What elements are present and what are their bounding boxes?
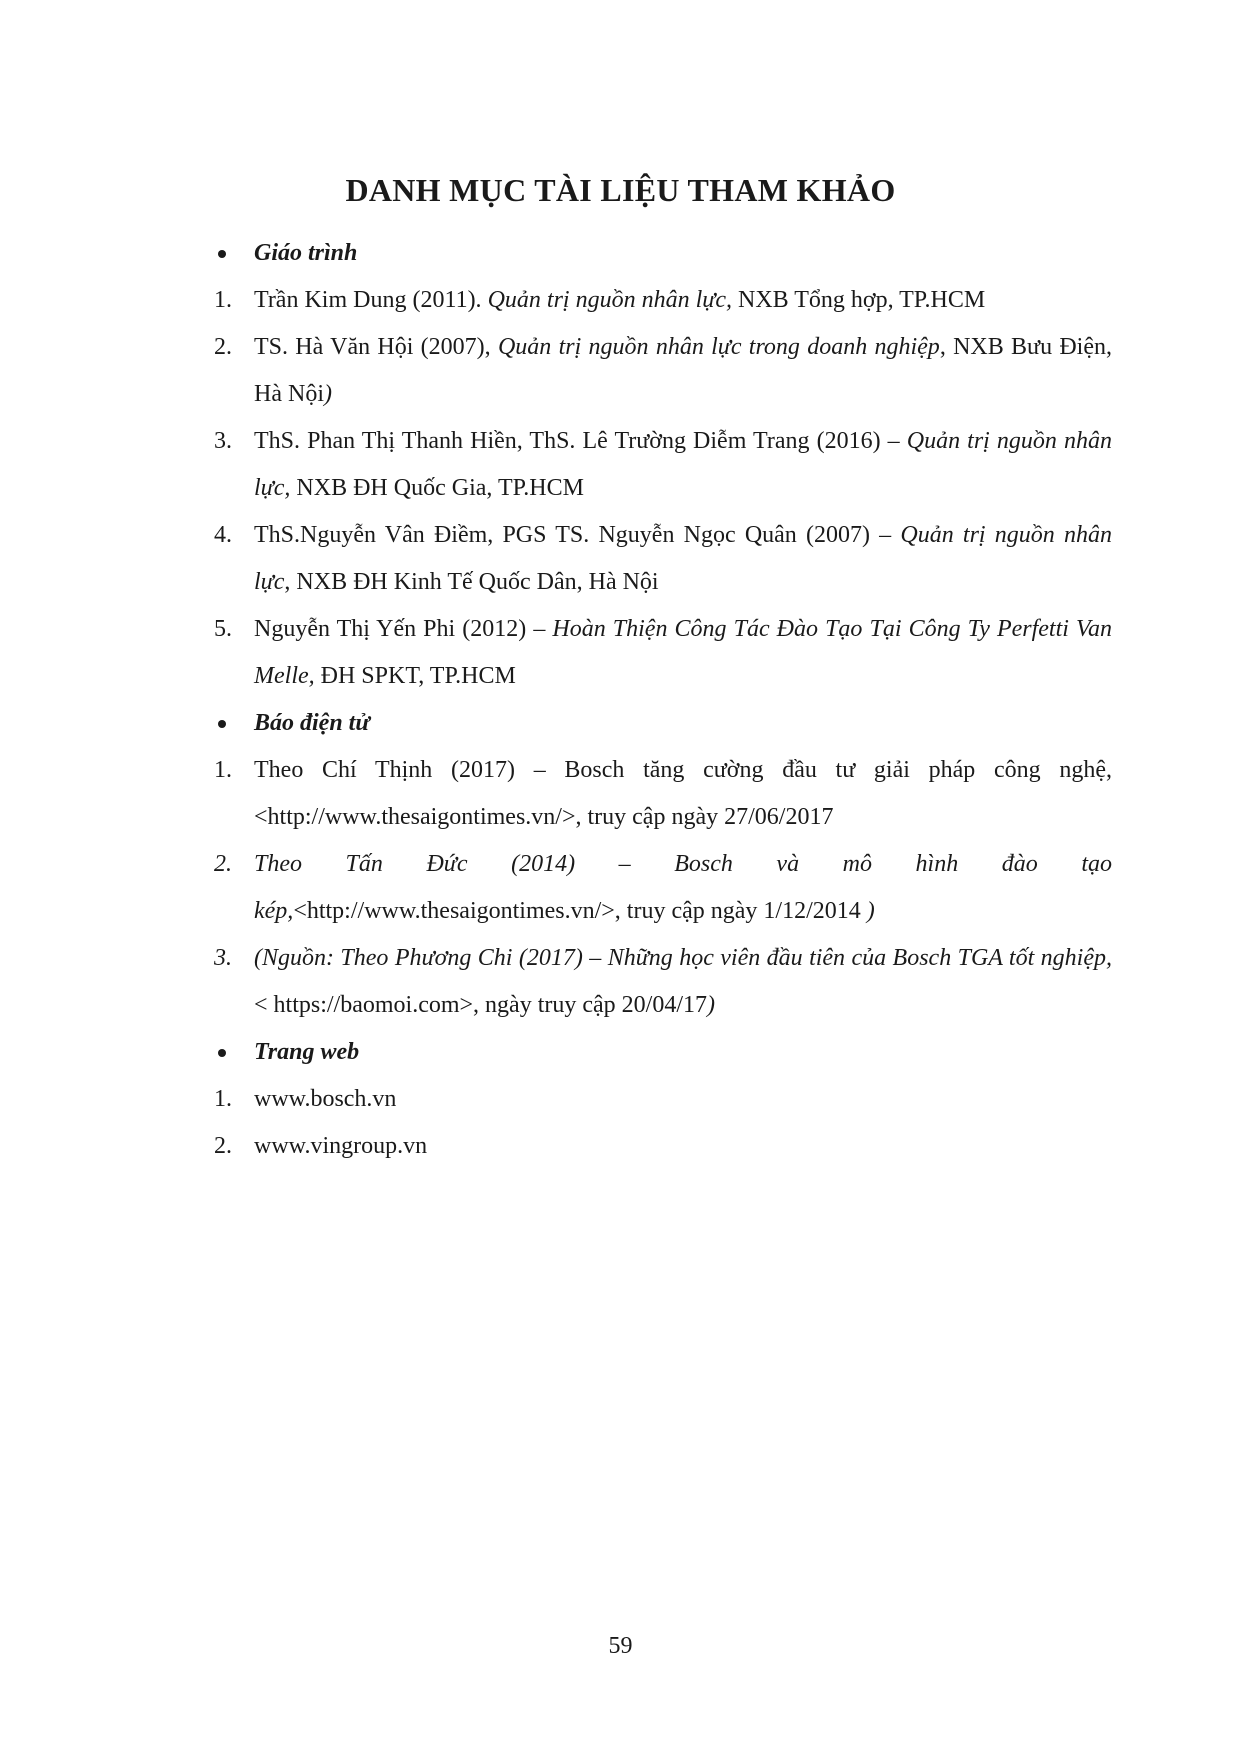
reference-source: <http://www.thesaigontimes.vn/>, truy cập ngày 1/12/2014 (293, 898, 867, 924)
reference-suffix: ) (707, 992, 716, 1018)
reference-author: ThS. Phan Thị Thanh Hiền, ThS. Lê Trường Diễm Trang (2016) – (254, 428, 907, 454)
reference-item (214, 1123, 1112, 1170)
reference-title: Hoàn Thiện Công Tác Đào Tạo Tại Công Ty Perfetti Van Melle, (254, 616, 1112, 689)
section-heading-websites (214, 1029, 1112, 1076)
reference-source: < https://baomoi.com>, ngày truy cập 20/04/17 (254, 992, 708, 1018)
reference-suffix: ) (323, 381, 332, 407)
item-number: 1. (214, 757, 232, 783)
reference-item (214, 935, 1112, 1029)
reference-item (214, 1076, 1112, 1123)
item-number: 4. (214, 522, 232, 548)
reference-author: TS. Hà Văn Hội (2007), (254, 334, 498, 360)
reference-publisher: , NXB Bưu Điện, Hà Nội (254, 334, 1113, 407)
item-number: 2. (214, 1133, 232, 1159)
reference-item (214, 324, 1112, 418)
reference-author: Nguyễn Thị Yến Phi (2012) – (254, 616, 553, 642)
reference-title-continued: kép, (254, 898, 294, 924)
reference-title: (Nguồn: Theo Phương Chi (2017) – Những học viên đầu tiên của Bosch TGA tốt nghiệp, (254, 945, 1112, 971)
website-url: www.vingroup.vn (254, 1133, 428, 1159)
section-heading-textbooks (214, 230, 1112, 277)
reference-item (214, 841, 1112, 935)
section-heading-label: Giáo trình (254, 240, 358, 266)
item-number: 3. (214, 428, 232, 454)
website-url: www.bosch.vn (254, 1086, 397, 1112)
item-number: 1. (214, 1086, 232, 1112)
reference-item (214, 606, 1112, 700)
reference-author: Trần Kim Dung (2011). (254, 287, 488, 313)
reference-item (214, 418, 1112, 512)
reference-publisher: , NXB ĐH Kinh Tế Quốc Dân, Hà Nội (284, 569, 659, 595)
reference-text: Theo Chí Thịnh (2017) – Bosch tăng cường đầu tư giải pháp công nghệ, <http://www.thesaigontimes.vn/>, truy cập ngày 27/06/2017 (254, 757, 1112, 830)
reference-title: Theo Tấn Đức (2014) – Bosch và mô hình đào tạo (254, 851, 1112, 877)
reference-list (214, 230, 1112, 1170)
item-number: 3. (214, 945, 232, 971)
reference-item (214, 512, 1112, 606)
section-heading-label: Trang web (254, 1039, 360, 1065)
reference-title: Quản trị nguồn nhân lực, (254, 428, 1112, 501)
item-number: 5. (214, 616, 232, 642)
reference-publisher: NXB Tổng hợp, TP.HCM (731, 287, 986, 313)
reference-title: Quản trị nguồn nhân lực (254, 522, 1112, 595)
reference-title: Quản trị nguồn nhân lực, (487, 287, 732, 313)
section-heading-enewspapers (214, 700, 1112, 747)
item-number: 2. (214, 851, 232, 877)
reference-title: Quản trị nguồn nhân lực trong doanh nghiệp (497, 334, 940, 360)
item-number: 2. (214, 334, 232, 360)
reference-publisher: NXB ĐH Quốc Gia, TP.HCM (290, 475, 584, 501)
reference-publisher: ĐH SPKT, TP.HCM (314, 663, 516, 689)
reference-item (214, 277, 1112, 324)
section-heading-label: Báo điện tử (254, 710, 370, 736)
reference-author: ThS.Nguyễn Vân Điềm, PGS TS. Nguyễn Ngọc Quân (2007) – (254, 522, 901, 548)
page-number: 59 (608, 1633, 633, 1659)
page-title: DANH MỤC TÀI LIỆU THAM KHẢO (345, 172, 896, 208)
reference-suffix: ) (866, 898, 875, 924)
reference-item (214, 747, 1112, 841)
item-number: 1. (214, 287, 232, 313)
